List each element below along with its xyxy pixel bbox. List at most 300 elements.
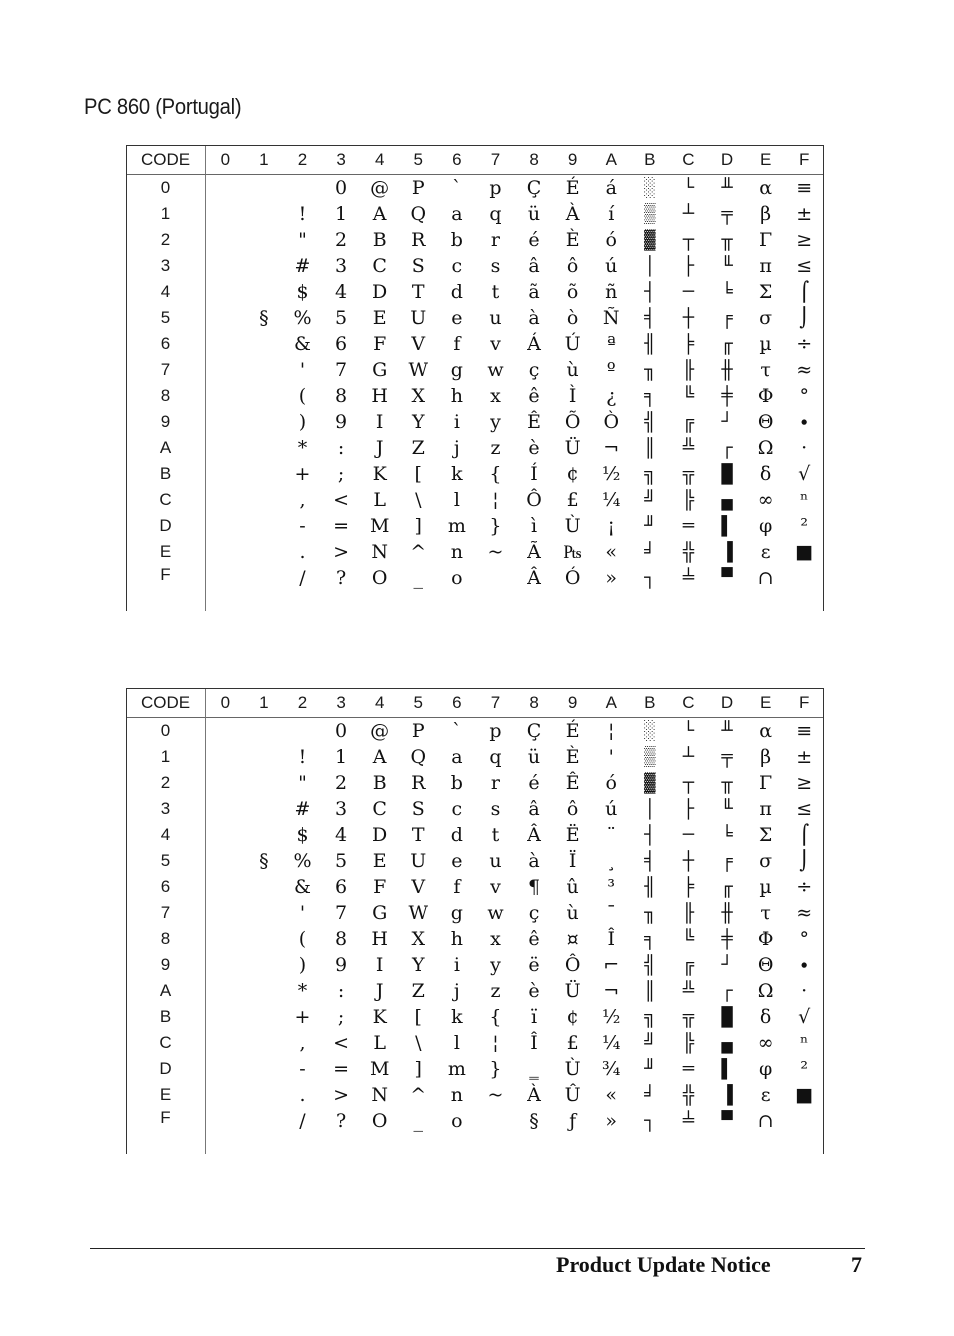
row-header: E [126, 1082, 206, 1108]
char-cell: d [450, 280, 463, 303]
char-cell: ¬ [603, 979, 620, 1002]
char-cell: » [605, 1109, 618, 1132]
char-cell: g [450, 901, 463, 924]
char-cell: 5 [335, 306, 348, 329]
char-cell: ╒ [721, 849, 733, 872]
char-cell: └ [682, 719, 695, 742]
char-cell: δ [759, 1005, 772, 1028]
char-cell [206, 900, 245, 926]
char-cell [206, 513, 245, 539]
char-cell: ╔ [682, 953, 695, 976]
char-cell [206, 435, 245, 461]
char-cell: ç [528, 901, 540, 924]
char-cell: ╬ [682, 1083, 695, 1106]
char-cell: ▀ [721, 566, 733, 589]
row-header: 1 [126, 744, 206, 770]
char-cell: ? [335, 566, 347, 589]
char-cell: ! [298, 745, 307, 768]
char-cell: O [371, 566, 388, 589]
table-frame-filler [126, 591, 206, 611]
char-cell: L [373, 488, 386, 511]
char-cell [245, 565, 284, 591]
char-cell: @ [370, 176, 390, 199]
char-cell: º [606, 358, 616, 381]
char-cell: ⌡ [799, 306, 810, 329]
page-number: 7 [851, 1252, 862, 1277]
char-cell: ╙ [721, 797, 733, 820]
char-cell: A [372, 202, 387, 225]
char-cell: b [450, 228, 463, 251]
char-cell: W [408, 901, 429, 924]
char-cell: n [450, 540, 463, 563]
char-cell: r [490, 228, 500, 251]
char-cell: í [608, 202, 615, 225]
char-cell: · [801, 979, 808, 1002]
column-header: 3 [322, 145, 361, 175]
char-cell: Ó [564, 566, 581, 589]
char-cell: ▒ [644, 202, 656, 225]
row-header: 1 [126, 201, 206, 227]
char-cell: ▌ [721, 1057, 733, 1080]
char-cell: ╚ [682, 384, 695, 407]
char-cell: ╖ [644, 358, 656, 381]
char-cell [206, 305, 245, 331]
char-cell: ╞ [682, 332, 695, 355]
char-cell: ╩ [682, 436, 695, 459]
char-cell [245, 796, 284, 822]
char-cell: y [490, 953, 501, 976]
char-cell: ║ [644, 436, 656, 459]
char-cell: 7 [335, 901, 348, 924]
char-cell: P [411, 719, 425, 742]
char-cell: ╪ [721, 927, 733, 950]
column-header: 5 [399, 145, 438, 175]
char-cell: Â [527, 566, 541, 589]
column-header: 4 [360, 145, 399, 175]
char-cell: N [371, 1083, 388, 1106]
char-cell: └ [682, 176, 695, 199]
row-header: E [126, 539, 206, 565]
char-cell: & [294, 875, 311, 898]
char-cell: ² [800, 1057, 809, 1080]
char-cell [245, 409, 284, 435]
char-cell: ┴ [682, 202, 695, 225]
char-cell: ü [527, 745, 541, 768]
char-cell: ╧ [682, 566, 695, 589]
char-cell: S [411, 254, 425, 277]
char-cell: ╧ [682, 1109, 695, 1132]
char-cell: h [450, 384, 463, 407]
row-header: 9 [126, 409, 206, 435]
char-cell: / [299, 1109, 306, 1132]
char-cell: ô [566, 254, 579, 277]
column-header: 0 [206, 145, 245, 175]
char-cell: R [411, 228, 426, 251]
char-cell: ± [796, 745, 813, 768]
char-cell [245, 874, 284, 900]
char-cell: ≡ [796, 719, 813, 742]
char-cell: ╚ [682, 927, 695, 950]
char-cell: ╟ [682, 358, 695, 381]
char-cell: . [299, 1083, 306, 1106]
char-cell: τ [760, 358, 771, 381]
column-header: C [669, 145, 708, 175]
char-cell: t [491, 280, 500, 303]
char-cell: m [447, 1057, 466, 1080]
char-cell: é [528, 771, 540, 794]
char-cell: ½ [602, 462, 621, 485]
char-cell: ═ [682, 1057, 695, 1080]
char-cell [245, 253, 284, 279]
char-cell: ▐ [721, 1083, 733, 1106]
char-cell: X [411, 927, 426, 950]
char-cell [476, 565, 515, 591]
char-cell: K [372, 1005, 387, 1028]
char-cell: + [294, 462, 311, 485]
char-cell: v [490, 332, 501, 355]
char-cell: V [411, 332, 426, 355]
char-cell: ≥ [796, 228, 813, 251]
char-cell: C [372, 797, 387, 820]
char-cell: ^ [410, 540, 427, 563]
char-cell: f [453, 875, 461, 898]
char-cell: } [489, 1057, 502, 1080]
char-cell: i [453, 410, 460, 433]
char-cell: ê [528, 384, 540, 407]
char-cell: ╢ [644, 332, 656, 355]
char-cell: è [528, 436, 540, 459]
char-cell: ⌐ [603, 953, 620, 976]
char-cell: ╤ [721, 745, 733, 768]
column-header: 6 [438, 145, 477, 175]
char-cell: 0 [335, 719, 348, 742]
char-cell [245, 1082, 284, 1108]
char-cell: 6 [335, 875, 348, 898]
char-cell: π [759, 797, 772, 820]
char-cell: à [528, 306, 540, 329]
char-cell: ╠ [682, 1031, 695, 1054]
char-cell: ¦ [608, 719, 615, 742]
char-cell: ║ [644, 979, 656, 1002]
column-header: F [785, 145, 824, 175]
char-cell: Â [527, 823, 541, 846]
char-cell: ┼ [682, 849, 695, 872]
char-cell: ∞ [757, 488, 774, 511]
row-header: 4 [126, 279, 206, 305]
char-cell: ° [799, 384, 809, 407]
char-cell: â [528, 797, 540, 820]
char-cell: β [760, 202, 772, 225]
char-cell [245, 201, 284, 227]
char-cell: « [605, 1083, 618, 1106]
char-cell: N [371, 540, 388, 563]
column-header: 7 [476, 688, 515, 718]
char-cell: ∞ [757, 1031, 774, 1054]
char-cell: µ [759, 875, 772, 898]
char-cell: π [759, 254, 772, 277]
char-cell: ¯ [606, 901, 616, 924]
row-header: 0 [126, 718, 206, 744]
row-header: B [126, 461, 206, 487]
char-cell: Σ [758, 280, 773, 303]
char-cell: r [490, 771, 500, 794]
char-cell: ■ [795, 1083, 814, 1106]
char-cell: Ã [527, 540, 541, 563]
char-cell [785, 1108, 824, 1134]
char-cell: M [369, 514, 390, 537]
char-cell: g [450, 358, 463, 381]
char-cell: ─ [682, 823, 695, 846]
char-cell: à [528, 849, 540, 872]
char-cell: £ [566, 488, 579, 511]
char-cell: y [490, 410, 501, 433]
char-cell [245, 1004, 284, 1030]
char-cell: " [298, 771, 307, 794]
char-cell: é [528, 228, 540, 251]
row-header: 5 [126, 848, 206, 874]
char-cell: ¿ [606, 384, 617, 407]
row-header: 6 [126, 331, 206, 357]
char-cell: a [451, 745, 463, 768]
char-cell: ╕ [644, 927, 656, 950]
char-cell: F [373, 332, 387, 355]
char-cell [283, 718, 322, 744]
char-cell: Ù [564, 514, 581, 537]
char-cell: û [566, 875, 579, 898]
char-cell: ∙ [799, 410, 809, 433]
char-cell: ╥ [721, 228, 733, 251]
char-cell: : [337, 436, 345, 459]
char-cell: ƒ [569, 1109, 577, 1132]
char-cell: ╕ [644, 384, 656, 407]
char-cell: & [294, 332, 311, 355]
char-cell [245, 952, 284, 978]
char-cell: 2 [335, 228, 348, 251]
char-cell: _ [413, 566, 424, 589]
char-cell: U [410, 306, 427, 329]
char-cell: · [801, 436, 808, 459]
char-cell: ε [760, 540, 771, 563]
char-cell: ╛ [644, 540, 656, 563]
row-header: F [126, 1108, 206, 1134]
char-cell: β [760, 745, 772, 768]
char-cell: ╠ [682, 488, 695, 511]
column-header: 1 [245, 688, 284, 718]
char-cell [785, 565, 824, 591]
char-cell: ⌠ [799, 280, 810, 303]
char-cell: n [450, 1083, 463, 1106]
char-cell: ╒ [721, 306, 733, 329]
char-cell: á [605, 176, 617, 199]
char-cell: ç [528, 358, 540, 381]
char-cell: 6 [335, 332, 348, 355]
row-header: 9 [126, 952, 206, 978]
char-cell [206, 279, 245, 305]
char-cell: U [410, 849, 427, 872]
char-cell: ] [414, 1057, 422, 1080]
char-cell: E [372, 849, 387, 872]
char-cell: K [372, 462, 387, 485]
row-header: F [126, 565, 206, 591]
char-cell: ? [335, 1109, 347, 1132]
char-cell: ╗ [644, 1005, 656, 1028]
char-cell: § [529, 1109, 539, 1132]
char-cell: Ñ [602, 306, 620, 329]
char-cell: Ê [527, 410, 541, 433]
char-cell: Z [411, 979, 425, 1002]
char-cell: ╓ [721, 875, 733, 898]
char-cell: ≤ [796, 797, 813, 820]
column-header: 8 [515, 688, 554, 718]
code-header: CODE [126, 688, 206, 718]
char-cell [206, 718, 245, 744]
char-cell: ª [606, 332, 616, 355]
char-cell [245, 1056, 284, 1082]
char-cell [245, 435, 284, 461]
char-cell: b [450, 771, 463, 794]
char-cell [206, 331, 245, 357]
char-cell [245, 718, 284, 744]
char-cell: ╨ [721, 176, 733, 199]
row-header: 5 [126, 305, 206, 331]
char-cell: # [294, 254, 311, 277]
char-cell: ╫ [721, 358, 733, 381]
char-cell: < [333, 488, 350, 511]
char-cell: ╛ [644, 1083, 656, 1106]
char-cell [206, 1030, 245, 1056]
char-cell: 5 [335, 849, 348, 872]
char-cell: D [372, 823, 388, 846]
char-cell [206, 227, 245, 253]
table-border [823, 688, 824, 1154]
char-cell: v [490, 875, 501, 898]
char-cell: ¢ [566, 1005, 579, 1028]
char-cell: ▌ [721, 514, 733, 537]
char-cell: ╞ [682, 875, 695, 898]
char-cell: ¸ [606, 849, 616, 872]
column-header: 9 [553, 688, 592, 718]
char-cell [206, 383, 245, 409]
code-table-primary [126, 145, 824, 611]
table-border [126, 688, 824, 689]
char-cell: [ [414, 462, 422, 485]
char-cell: Θ [757, 953, 774, 976]
char-cell: ; [337, 1005, 345, 1028]
char-cell [206, 874, 245, 900]
char-cell: ; [337, 462, 345, 485]
char-cell: ╘ [721, 823, 733, 846]
row-header: C [126, 487, 206, 513]
char-cell [245, 1108, 284, 1134]
char-cell [206, 952, 245, 978]
char-cell: ╩ [682, 979, 695, 1002]
char-cell: ▓ [644, 228, 656, 251]
char-cell: e [451, 849, 463, 872]
char-cell: $ [296, 823, 309, 846]
char-cell: È [565, 228, 580, 251]
char-cell: ╣ [644, 953, 656, 976]
char-cell: ε [760, 1083, 771, 1106]
char-cell: ò [566, 306, 579, 329]
char-cell: δ [759, 462, 772, 485]
char-cell: ╡ [644, 849, 656, 872]
char-cell: ╖ [644, 901, 656, 924]
char-cell: 9 [335, 410, 348, 433]
row-header: A [126, 978, 206, 1004]
char-cell [245, 175, 284, 201]
char-cell: c [451, 254, 463, 277]
row-header: A [126, 435, 206, 461]
column-header: B [631, 688, 670, 718]
char-cell: = [333, 1057, 350, 1080]
char-cell: Ì [568, 384, 577, 407]
char-cell: u [489, 849, 502, 872]
char-cell: ┼ [682, 306, 695, 329]
char-cell: ù [566, 358, 579, 381]
char-cell: [ [414, 1005, 422, 1028]
char-cell: ¼ [602, 488, 621, 511]
char-cell: ñ [605, 280, 618, 303]
footer-title: Product Update Notice [556, 1252, 771, 1277]
char-cell: ╜ [644, 514, 656, 537]
char-cell: < [333, 1031, 350, 1054]
char-cell: ¢ [566, 462, 579, 485]
char-cell [206, 1108, 245, 1134]
char-cell: ⁿ [800, 1031, 809, 1054]
char-cell: ¶ [528, 875, 541, 898]
char-cell: ╜ [644, 1057, 656, 1080]
char-cell: 7 [335, 358, 348, 381]
char-cell: 4 [335, 823, 348, 846]
char-cell [206, 926, 245, 952]
row-header: D [126, 513, 206, 539]
column-header: 8 [515, 145, 554, 175]
char-cell: ± [796, 202, 813, 225]
char-cell: τ [760, 901, 771, 924]
char-cell: D [372, 280, 388, 303]
char-cell: ╡ [644, 306, 656, 329]
char-cell: k [451, 462, 463, 485]
char-cell [206, 487, 245, 513]
char-cell: k [451, 1005, 463, 1028]
char-cell: J [375, 979, 384, 1002]
char-cell: ├ [682, 797, 695, 820]
char-cell: a [451, 202, 463, 225]
char-cell: ╓ [721, 332, 733, 355]
char-cell: § [259, 849, 269, 872]
char-cell [206, 1056, 245, 1082]
char-cell: ├ [682, 254, 695, 277]
char-cell: ■ [795, 540, 814, 563]
column-header: D [708, 145, 747, 175]
char-cell: ∙ [799, 953, 809, 976]
row-header: C [126, 1030, 206, 1056]
char-cell: s [490, 254, 501, 277]
char-cell: Ω [757, 979, 774, 1002]
char-cell: ! [298, 202, 307, 225]
char-cell: 3 [335, 254, 348, 277]
char-cell: ╬ [682, 540, 695, 563]
char-cell [206, 201, 245, 227]
row-header: 2 [126, 770, 206, 796]
char-cell: + [294, 1005, 311, 1028]
column-header: B [631, 145, 670, 175]
char-cell: Y [411, 953, 425, 976]
char-cell: ê [528, 927, 540, 950]
char-cell [245, 513, 284, 539]
char-cell [245, 331, 284, 357]
char-cell: @ [370, 719, 390, 742]
